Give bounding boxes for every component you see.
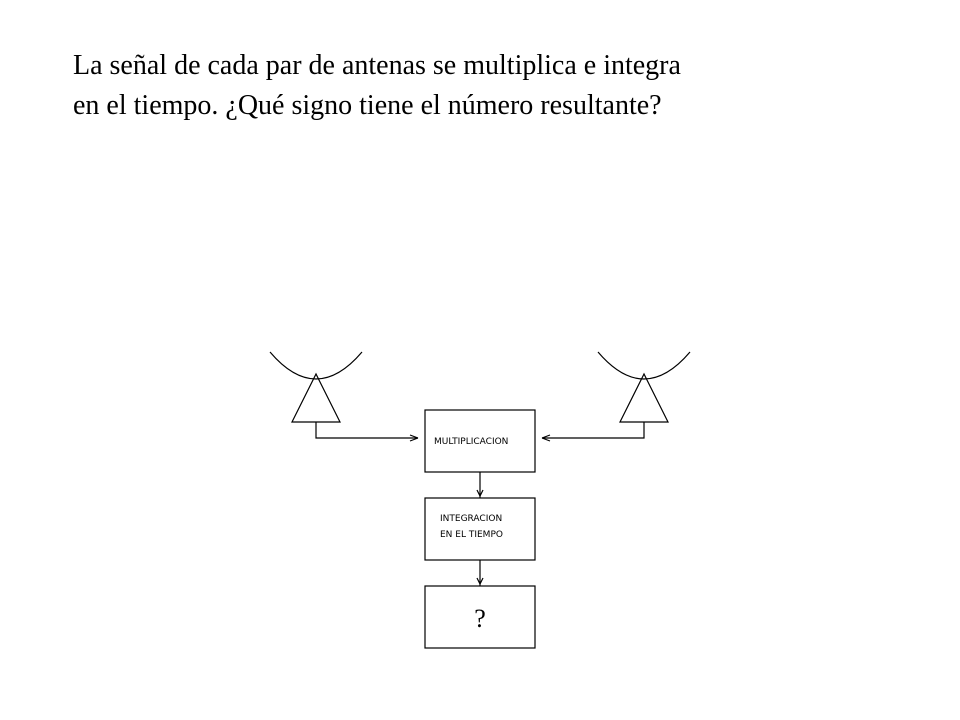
- integrate-box-label-line-1: INTEGRACION: [440, 514, 503, 524]
- right-antenna: [598, 352, 690, 422]
- right-antenna-feed: [620, 374, 668, 422]
- left-signal-line: [316, 422, 418, 438]
- right-signal-line: [542, 422, 644, 438]
- left-antenna: [270, 352, 362, 422]
- multiply-box-label: MULTIPLICACION: [434, 437, 509, 447]
- question-line-1: La señal de cada par de antenas se multiplica e integra: [73, 50, 681, 81]
- integrate-box: [425, 498, 535, 560]
- question-line-2: en el tiempo. ¿Qué signo tiene el número resultante?: [73, 90, 662, 121]
- result-box-label: ?: [474, 604, 486, 633]
- left-antenna-feed: [292, 374, 340, 422]
- integrate-box-label-line-2: EN EL TIEMPO: [440, 530, 503, 540]
